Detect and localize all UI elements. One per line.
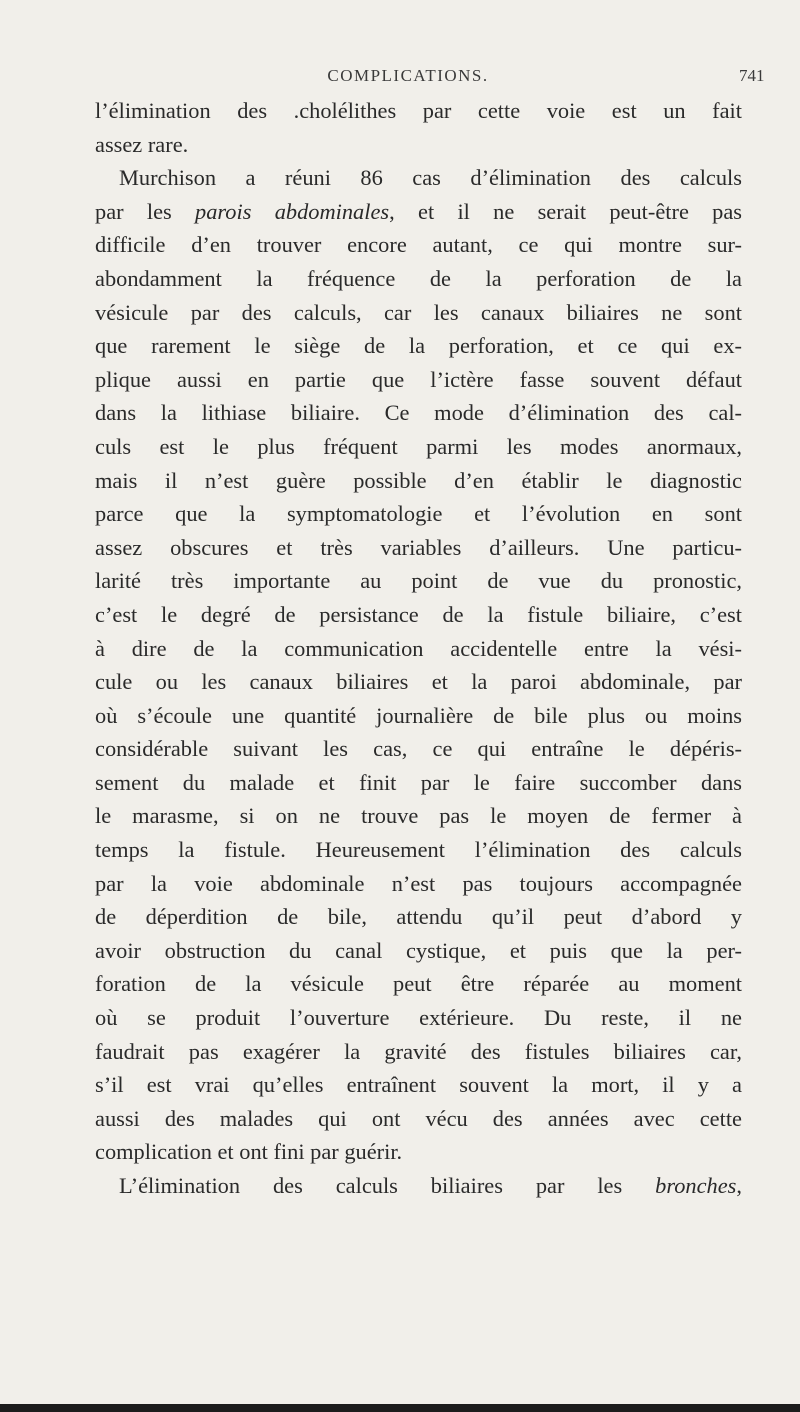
- text-line: que rarement le siège de la perforation, et ce qui ex-: [95, 333, 742, 359]
- text-line: aussi des malades qui ont vécu des années avec cette: [95, 1105, 742, 1131]
- text-fragment: L’élimination des calculs biliaires par les: [119, 1173, 656, 1198]
- text-line: où s’écoule une quantité journalière de bile plus ou moins: [95, 702, 742, 728]
- text-line: s’il est vrai qu’elles entraînent souvent la mort, il y a: [95, 1072, 742, 1098]
- text-line: culs est le plus fréquent parmi les modes anormaux,: [95, 433, 742, 459]
- text-line: assez obscures et très variables d’ailleurs. Une particu-: [95, 534, 742, 560]
- text-line: cule ou les canaux biliaires et la paroi abdominale, par: [95, 669, 742, 695]
- text-line: complication et ont fini par guérir.: [95, 1139, 403, 1165]
- italic-term: bronches: [655, 1173, 737, 1198]
- text-line: le marasme, si on ne trouve pas le moyen de fermer à: [95, 803, 742, 829]
- text-fragment: par les: [95, 198, 196, 224]
- text-line: à dire de la communication accidentelle entre la vési-: [95, 635, 742, 661]
- text-line: sement du malade et finit par le faire succomber dans: [95, 769, 742, 795]
- text-line: l’élimination des .cholélithes par cette voie est un fait: [95, 98, 742, 123]
- scan-edge-band: [0, 1404, 800, 1412]
- text-line: assez rare.: [95, 131, 189, 157]
- text-line: [95, 195, 742, 229]
- text-line: dans la lithiase biliaire. Ce mode d’élimination des cal-: [95, 400, 742, 426]
- text-line: Murchison a réuni 86 cas d’élimination des calculs: [119, 165, 742, 191]
- italic-term: parois abdominales: [195, 198, 390, 224]
- text-fragment: ,: [736, 1173, 742, 1198]
- running-title: COMPLICATIONS.: [327, 66, 489, 85]
- text-line: parce que la symptomatologie et l’évolution en sont: [95, 501, 742, 527]
- page-number: 741: [739, 66, 765, 85]
- text-line: c’est le degré de persistance de la fistule biliaire, c’est: [95, 601, 742, 627]
- text-line: mais il n’est guère possible d’en établir le diagnostic: [95, 467, 742, 493]
- text-line: plique aussi en partie que l’ictère fasse souvent défaut: [95, 366, 742, 392]
- text-line: difficile d’en trouver encore autant, ce qui montre sur-: [95, 232, 742, 258]
- text-line: par la voie abdominale n’est pas toujours accompagnée: [95, 870, 742, 896]
- text-line: avoir obstruction du canal cystique, et puis que la per-: [95, 937, 742, 963]
- text-line: faudrait pas exagérer la gravité des fistules biliaires car,: [95, 1038, 742, 1064]
- text-line: de déperdition de bile, attendu qu’il peut d’abord y: [95, 904, 742, 930]
- text-fragment: , et il ne serait peut-être pas: [389, 198, 743, 224]
- body-text: [95, 94, 742, 1203]
- text-line: larité très importante au point de vue du pronostic,: [95, 568, 742, 594]
- text-line: [95, 1169, 742, 1203]
- text-line: considérable suivant les cas, ce qui entraîne le dépéris-: [95, 736, 742, 762]
- text-line: foration de la vésicule peut être réparée au moment: [95, 971, 742, 997]
- text-line: abondamment la fréquence de la perforation de la: [95, 265, 742, 291]
- running-head: [0, 66, 800, 96]
- text-line: où se produit l’ouverture extérieure. Du reste, il ne: [95, 1005, 742, 1031]
- text-line: vésicule par des calculs, car les canaux biliaires ne sont: [95, 299, 742, 325]
- text-line: temps la fistule. Heureusement l’élimination des calculs: [95, 837, 742, 863]
